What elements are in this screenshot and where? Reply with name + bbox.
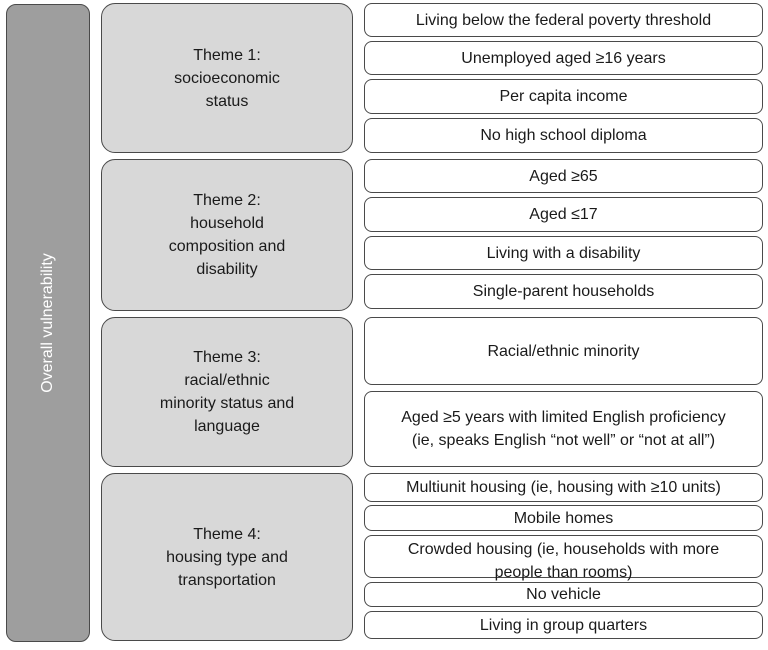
item-mobile-homes [364, 505, 763, 531]
theme-4-box [101, 473, 353, 641]
item-disability-label: Living with a disability [486, 244, 641, 262]
item-multiunit-label: Multiunit housing (ie, housing with ≥10 units) [406, 479, 721, 496]
theme-1-label: Theme 1: socioeconomic status [174, 46, 280, 110]
overall-vulnerability-label: Overall vulnerability [39, 253, 56, 393]
item-aged-65-label: Aged ≥65 [529, 167, 598, 185]
item-per-capita-income [364, 79, 763, 114]
item-limited-english [364, 391, 763, 467]
item-aged-17 [364, 197, 763, 232]
item-limited-english-label: Aged ≥5 years with limited English proficiency (ie, speaks English “not well” or “not at all”) [401, 409, 726, 449]
theme-3-label: Theme 3: racial/ethnic minority status and language [159, 349, 295, 435]
item-unemployed [364, 41, 763, 75]
theme-1-box [101, 3, 353, 153]
item-multiunit [364, 473, 763, 502]
item-minority [364, 317, 763, 385]
item-aged-17-label: Aged ≤17 [529, 206, 598, 223]
theme-3-box [101, 317, 353, 467]
item-no-diploma-label: No high school diploma [480, 127, 647, 144]
item-no-diploma [364, 118, 763, 153]
item-per-capita-income-label: Per capita income [499, 88, 628, 105]
theme-4-label: Theme 4: housing type and transportation [166, 525, 288, 589]
item-crowded-label: Crowded housing (ie, households with more people than rooms) [407, 540, 720, 581]
item-no-vehicle-label: No vehicle [526, 586, 601, 603]
overall-vulnerability-bar [6, 4, 90, 642]
item-crowded [364, 535, 763, 581]
item-aged-65 [364, 159, 763, 193]
item-group-quarters [364, 611, 763, 639]
item-no-vehicle [364, 582, 763, 607]
item-mobile-homes-label: Mobile homes [513, 509, 614, 527]
theme-2-label: Theme 2: household composition and disability [168, 192, 286, 278]
item-single-parent-label: Single-parent households [472, 283, 655, 300]
item-poverty [364, 3, 763, 37]
item-single-parent [364, 274, 763, 309]
item-group-quarters-label: Living in group quarters [479, 616, 648, 634]
theme-2-box [101, 159, 353, 311]
item-minority-label: Racial/ethnic minority [487, 342, 640, 360]
item-poverty-label: Living below the federal poverty threshold [415, 11, 712, 29]
item-unemployed-label: Unemployed aged ≥16 years [461, 49, 666, 67]
item-disability [364, 236, 763, 270]
